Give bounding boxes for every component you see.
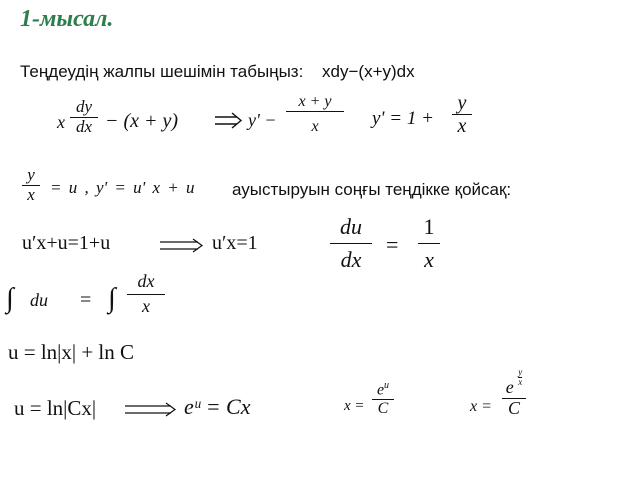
page-title: 1-мысал. xyxy=(20,6,114,32)
row3-right: u′x=1 xyxy=(212,232,258,254)
fraction-dx-x xyxy=(127,272,165,317)
frac-num-eu: $e^u$ xyxy=(376,380,390,399)
substitution-caption: ауыстыруын соңғы теңдікке қойсақ: xyxy=(232,180,512,199)
fraction-y-x-sub xyxy=(22,166,40,204)
row6-x-eq-2: x = xyxy=(470,398,492,415)
row6-left: u = ln|Cx| xyxy=(14,396,97,420)
fraction-y-x xyxy=(452,92,472,137)
frac-den-x: x xyxy=(457,115,467,137)
fraction-ey-x-C xyxy=(502,368,526,419)
row1-yprime: y' − xyxy=(248,110,277,130)
row3-left: u′x+u=1+u xyxy=(22,232,111,254)
row1-x: x xyxy=(57,112,65,132)
task-equation: xdy−(x+y)dx xyxy=(322,62,415,81)
frac-den-dx: dx xyxy=(75,116,93,136)
frac-num-dx: dx xyxy=(137,271,155,291)
exp-y-over-x: $\frac{y}{x}$ xyxy=(518,367,523,387)
implies-arrow-2 xyxy=(160,239,204,253)
frac-num-du: du xyxy=(340,214,362,239)
frac-den-x: x xyxy=(142,295,150,316)
frac-den-x: x xyxy=(27,184,35,204)
fraction-dy-dx xyxy=(70,98,98,136)
frac-num-e-yx: e $\frac{y}{x}$ xyxy=(505,367,523,397)
frac-bar xyxy=(330,243,372,244)
fraction-du-dx xyxy=(330,215,372,272)
integral-sign-1: ∫ xyxy=(6,283,14,314)
frac-den-C: C xyxy=(377,399,389,417)
frac-den-x: x xyxy=(311,117,319,135)
integral-sign-2: ∫ xyxy=(108,283,116,314)
frac-den-x: x xyxy=(424,247,434,273)
frac-bar xyxy=(418,243,440,244)
frac-num-1: 1 xyxy=(423,214,435,239)
row3-eq: = xyxy=(386,232,399,257)
row5-solution: u = ln|x| + ln C xyxy=(8,340,135,364)
frac-num-y: y xyxy=(457,92,467,114)
frac-den-C: C xyxy=(507,397,520,418)
fraction-xpy-x xyxy=(286,93,344,135)
row6-right: eᵘ = Cx xyxy=(184,394,251,419)
task-label: Теңдеудің жалпы шешімін табыңыз: xyxy=(20,62,304,81)
fraction-eu-C xyxy=(372,380,394,418)
exp-u: u xyxy=(384,380,390,391)
row6-x-eq: x = xyxy=(344,398,365,414)
frac-num-y: y xyxy=(27,165,35,184)
row4-du: du xyxy=(30,290,48,310)
task-text xyxy=(20,62,415,82)
row1-paren: − (x + y) xyxy=(105,110,179,132)
implies-arrow-1 xyxy=(215,113,243,129)
substitution-expr: = u , y' = u' x + u xyxy=(50,178,195,197)
frac-bar xyxy=(127,294,165,295)
frac-num-dy: dy xyxy=(75,97,93,116)
frac-den-dx: dx xyxy=(340,247,362,273)
row4-eq: = xyxy=(80,289,92,311)
implies-arrow-3 xyxy=(125,403,177,417)
fraction-1-x xyxy=(418,215,440,272)
frac-num-xpy: x + y xyxy=(298,93,332,110)
row1-yprime-eq: y' = 1 + xyxy=(372,108,434,129)
